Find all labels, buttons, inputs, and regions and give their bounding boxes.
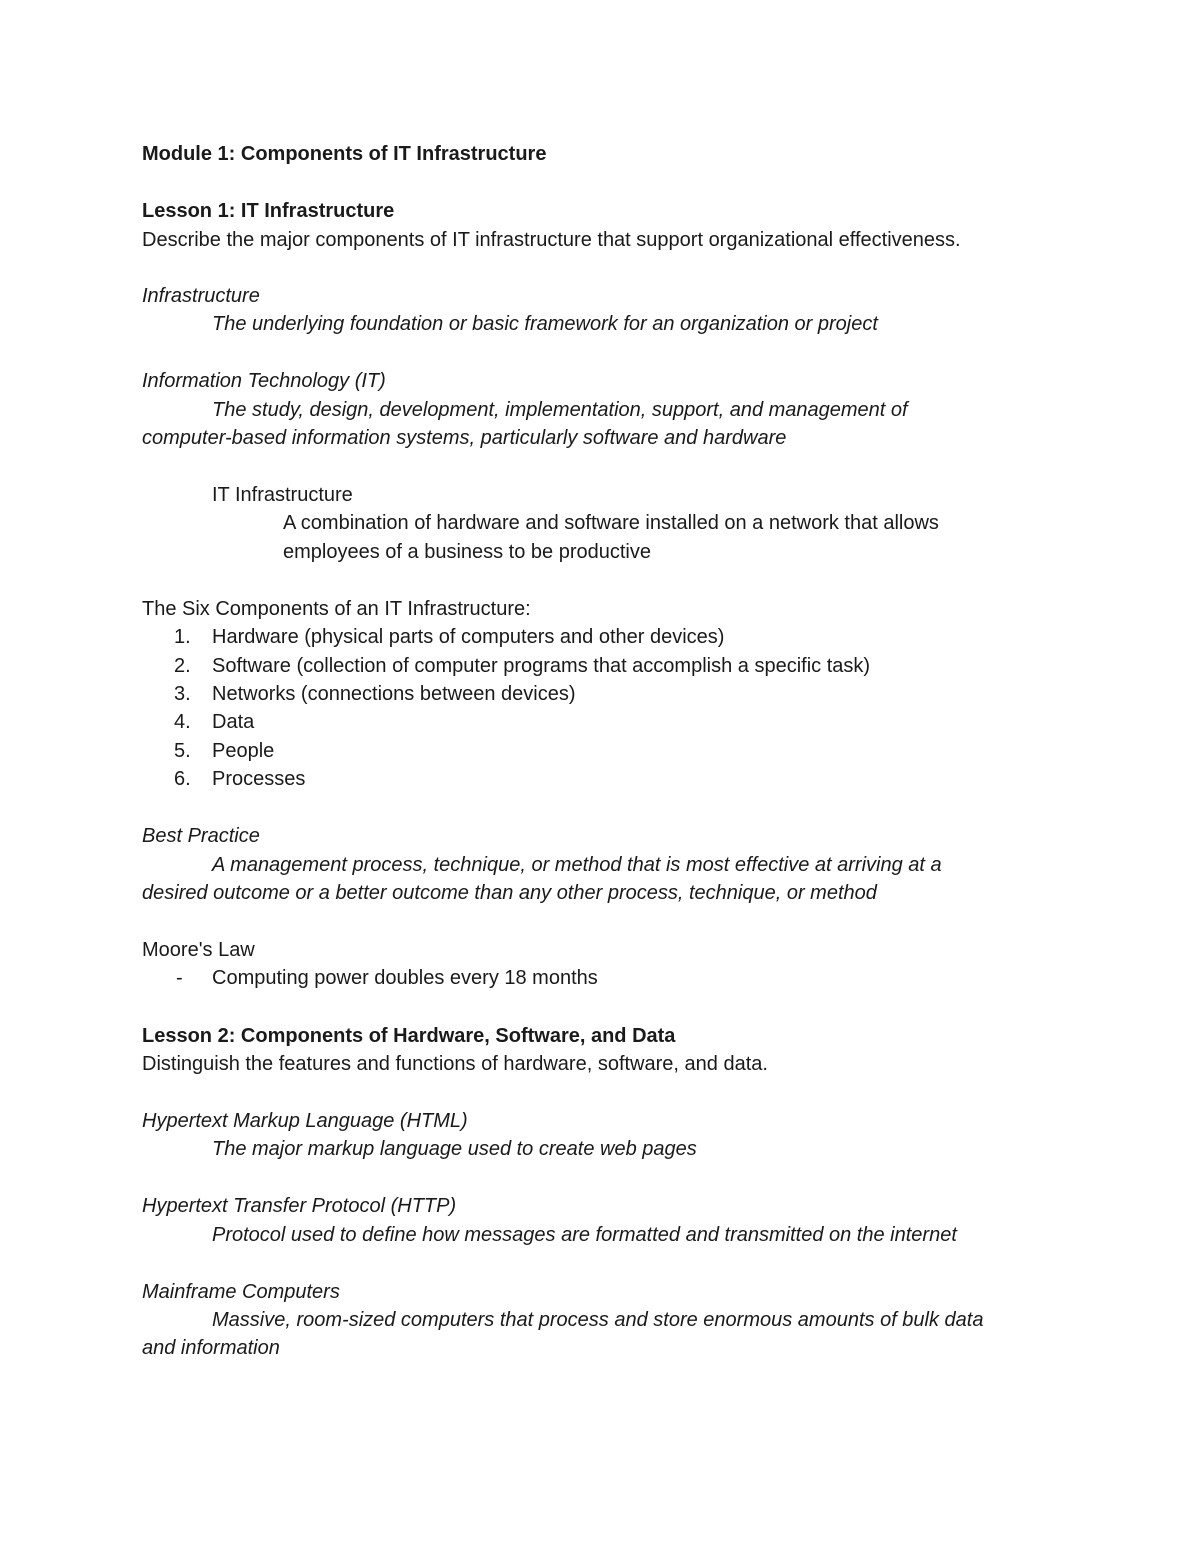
- definition-best-practice-line-1: A management process, technique, or method that is most effective at arriving at a: [212, 854, 942, 876]
- list-marker: 3.: [174, 683, 191, 705]
- term-mainframe-computers: Mainframe Computers: [142, 1281, 340, 1303]
- lesson-2-objective: Distinguish the features and functions of hardware, software, and data.: [142, 1053, 768, 1075]
- list-item-text: Processes: [212, 768, 306, 790]
- term-moores-law: Moore's Law: [142, 939, 255, 961]
- bullet-dash: -: [176, 967, 183, 989]
- term-best-practice: Best Practice: [142, 825, 260, 847]
- term-html: Hypertext Markup Language (HTML): [142, 1110, 468, 1132]
- term-infrastructure: Infrastructure: [142, 285, 260, 307]
- definition-information-technology-line-2: computer-based information systems, particularly software and hardware: [142, 427, 787, 449]
- definition-mainframe-line-2: and information: [142, 1337, 280, 1359]
- term-information-technology: Information Technology (IT): [142, 370, 386, 392]
- definition-http: Protocol used to define how messages are formatted and transmitted on the internet: [212, 1224, 957, 1246]
- lesson-2-heading: Lesson 2: Components of Hardware, Software, and Data: [142, 1025, 676, 1047]
- lesson-1-heading: Lesson 1: IT Infrastructure: [142, 200, 395, 222]
- list-marker: 4.: [174, 711, 191, 733]
- lesson-1-objective: Describe the major components of IT infrastructure that support organizational effectiveness.: [142, 229, 961, 251]
- list-marker: 6.: [174, 768, 191, 790]
- definition-it-infrastructure-line-2: employees of a business to be productive: [283, 541, 651, 563]
- components-intro: The Six Components of an IT Infrastructure:: [142, 598, 531, 620]
- definition-infrastructure: The underlying foundation or basic framework for an organization or project: [212, 313, 878, 335]
- list-item-text: Data: [212, 711, 255, 733]
- list-item-text: Software (collection of computer programs that accomplish a specific task): [212, 655, 871, 677]
- definition-mainframe-line-1: Massive, room-sized computers that process and store enormous amounts of bulk data: [212, 1309, 984, 1331]
- list-marker: 1.: [174, 626, 191, 648]
- list-item-text: People: [212, 740, 275, 762]
- module-title: Module 1: Components of IT Infrastructure: [142, 143, 547, 165]
- definition-information-technology-line-1: The study, design, development, implementation, support, and management of: [212, 399, 908, 421]
- list-marker: 5.: [174, 740, 191, 762]
- list-item-text: Hardware (physical parts of computers and other devices): [212, 626, 725, 648]
- list-marker: 2.: [174, 655, 191, 677]
- definition-html: The major markup language used to create web pages: [212, 1138, 697, 1160]
- list-item-text: Networks (connections between devices): [212, 683, 576, 705]
- definition-it-infrastructure-line-1: A combination of hardware and software installed on a network that allows: [283, 512, 939, 534]
- definition-best-practice-line-2: desired outcome or a better outcome than any other process, technique, or method: [142, 882, 877, 904]
- term-http: Hypertext Transfer Protocol (HTTP): [142, 1195, 457, 1217]
- term-it-infrastructure: IT Infrastructure: [212, 484, 353, 506]
- moores-law-text: Computing power doubles every 18 months: [212, 967, 598, 989]
